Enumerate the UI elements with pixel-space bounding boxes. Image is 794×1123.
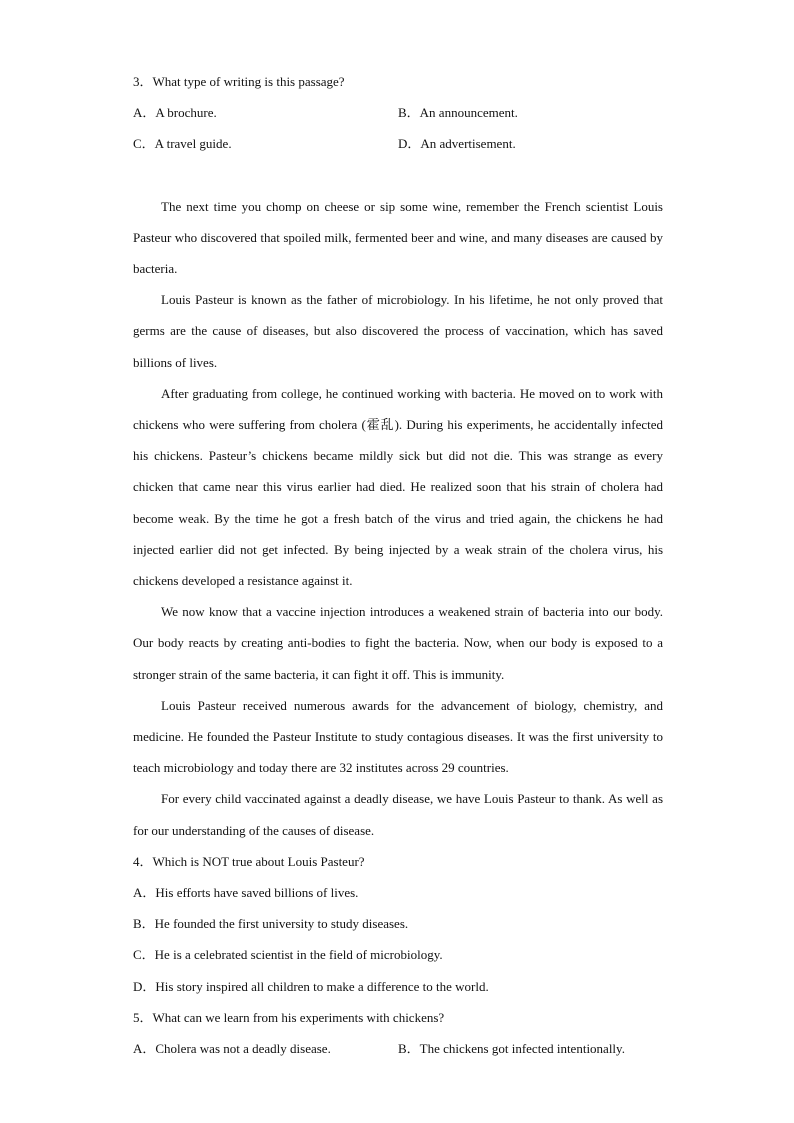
option-c[interactable]: C．A travel guide. — [133, 136, 232, 152]
option-d[interactable]: D．An advertisement. — [398, 136, 516, 152]
question-4-stem: 4．Which is NOT true about Louis Pasteur? — [133, 853, 365, 869]
section-gap — [133, 160, 663, 191]
question-3-options-row-1 — [133, 97, 663, 128]
passage-paragraph-3: After graduating from college, he continued working with bacteria. He moved on to work with chickens who were suffering from cholera (霍乱). During his experiments, he accidentally infected his chickens. Pasteur’s chickens became mildly sick but did not die. This was strange as every chicken that came near this virus earlier had died. He realized soon that his strain of cholera had become weak. By the time he got a fresh batch of the virus and tried again, the chickens he had injected earlier did not get infected. By being injected by a weak strain of the cholera virus, his chickens developed a resistance against it. — [133, 385, 663, 588]
option-a[interactable]: A．Cholera was not a deadly disease. — [133, 1040, 331, 1056]
option-a[interactable]: A．A brochure. — [133, 105, 217, 121]
option-a[interactable]: A．His efforts have saved billions of lives. — [133, 885, 359, 901]
passage-paragraph-1: The next time you chomp on cheese or sip some wine, remember the French scientist Louis Pasteur who discovered that spoiled milk, fermented beer and wine, and many diseases are caused by bacteria. — [133, 198, 663, 276]
passage-paragraph-5: Louis Pasteur received numerous awards for the advancement of biology, chemistry, and medicine. He founded the Pasteur Institute to study contagious diseases. It was the first university to teach microbiology and today there are 32 institutes across 29 countries. — [133, 697, 663, 776]
option-d[interactable]: D．His story inspired all children to make a difference to the world. — [133, 978, 489, 994]
question-3-options-row-2 — [133, 128, 663, 159]
question-5-options-row-1 — [133, 1033, 663, 1064]
option-b[interactable]: B．The chickens got infected intentionally. — [398, 1040, 625, 1056]
option-c[interactable]: C．He is a celebrated scientist in the field of microbiology. — [133, 947, 443, 963]
passage-paragraph-4: We now know that a vaccine injection introduces a weakened strain of bacteria into our body. Our body reacts by creating anti-bodies to fight the bacteria. Now, when our body is exposed to a stronger strain of the same bacteria, it can fight it off. This is immunity. — [133, 604, 663, 682]
worksheet-page — [133, 66, 663, 1064]
option-b[interactable]: B．He founded the first university to study diseases. — [133, 916, 409, 932]
option-b[interactable]: B．An announcement. — [398, 105, 518, 121]
question-3-stem: 3．What type of writing is this passage? — [133, 74, 345, 89]
question-5-stem: 5．What can we learn from his experiments with chickens? — [133, 1009, 445, 1025]
passage-paragraph-6: For every child vaccinated against a deadly disease, we have Louis Pasteur to thank. As well as for our understanding of the causes of disease. — [133, 791, 663, 838]
passage-paragraph-2: Louis Pasteur is known as the father of microbiology. In his lifetime, he not only proved that germs are the cause of diseases, but also discovered the process of vaccination, which has saved billions of lives. — [133, 292, 663, 370]
